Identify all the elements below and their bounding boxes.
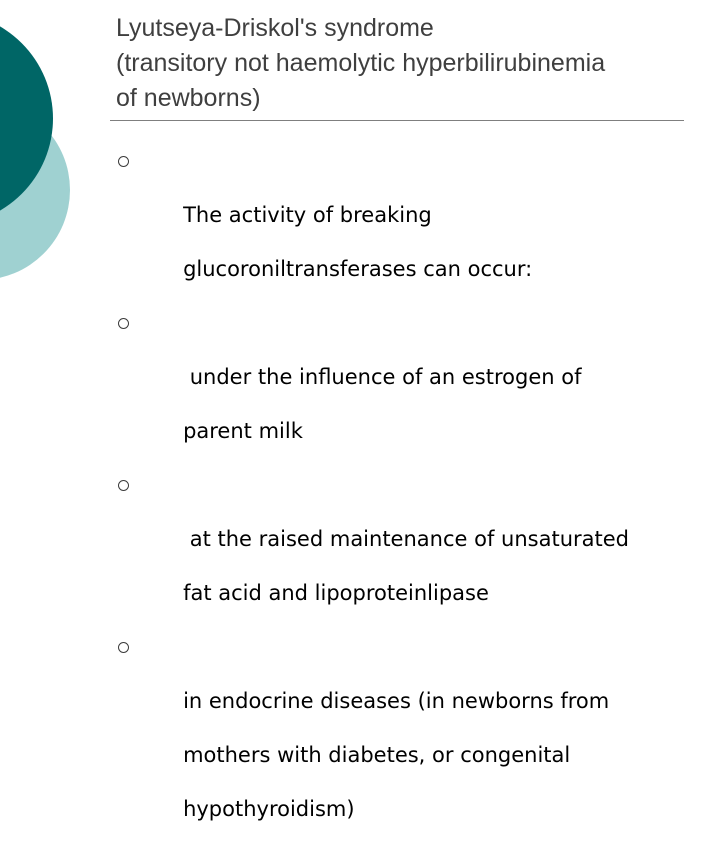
hollow-circle-icon <box>118 480 129 491</box>
hollow-circle-icon <box>118 318 129 329</box>
bullet-list <box>114 148 704 850</box>
bullet-line: hypothyroidism) <box>183 797 355 821</box>
bullet-item <box>114 472 704 634</box>
bullet-item <box>114 634 704 850</box>
bullet-line: glucoroniltransferases can occur: <box>183 257 533 281</box>
bullet-item <box>114 148 704 310</box>
title-line: of newborns) <box>116 84 261 112</box>
bullet-line: fat acid and lipoproteinlipase <box>183 581 489 605</box>
slide-title <box>116 11 706 116</box>
bullet-line: under the influence of an estrogen of <box>183 365 582 389</box>
title-line: (transitory not haemolytic hyperbilirubinemia <box>116 49 606 77</box>
bullet-item <box>114 310 704 472</box>
hollow-circle-icon <box>118 156 129 167</box>
title-divider <box>110 120 684 121</box>
hollow-circle-icon <box>118 642 129 653</box>
bullet-line: at the raised maintenance of unsaturated <box>183 527 629 551</box>
bullet-line: mothers with diabetes, or congenital <box>183 743 571 767</box>
bullet-line: parent milk <box>183 419 303 443</box>
bullet-line: The activity of breaking <box>183 203 432 227</box>
title-line: Lyutseya-Driskol's syndrome <box>116 14 434 42</box>
bullet-line: in endocrine diseases (in newborns from <box>183 689 610 713</box>
